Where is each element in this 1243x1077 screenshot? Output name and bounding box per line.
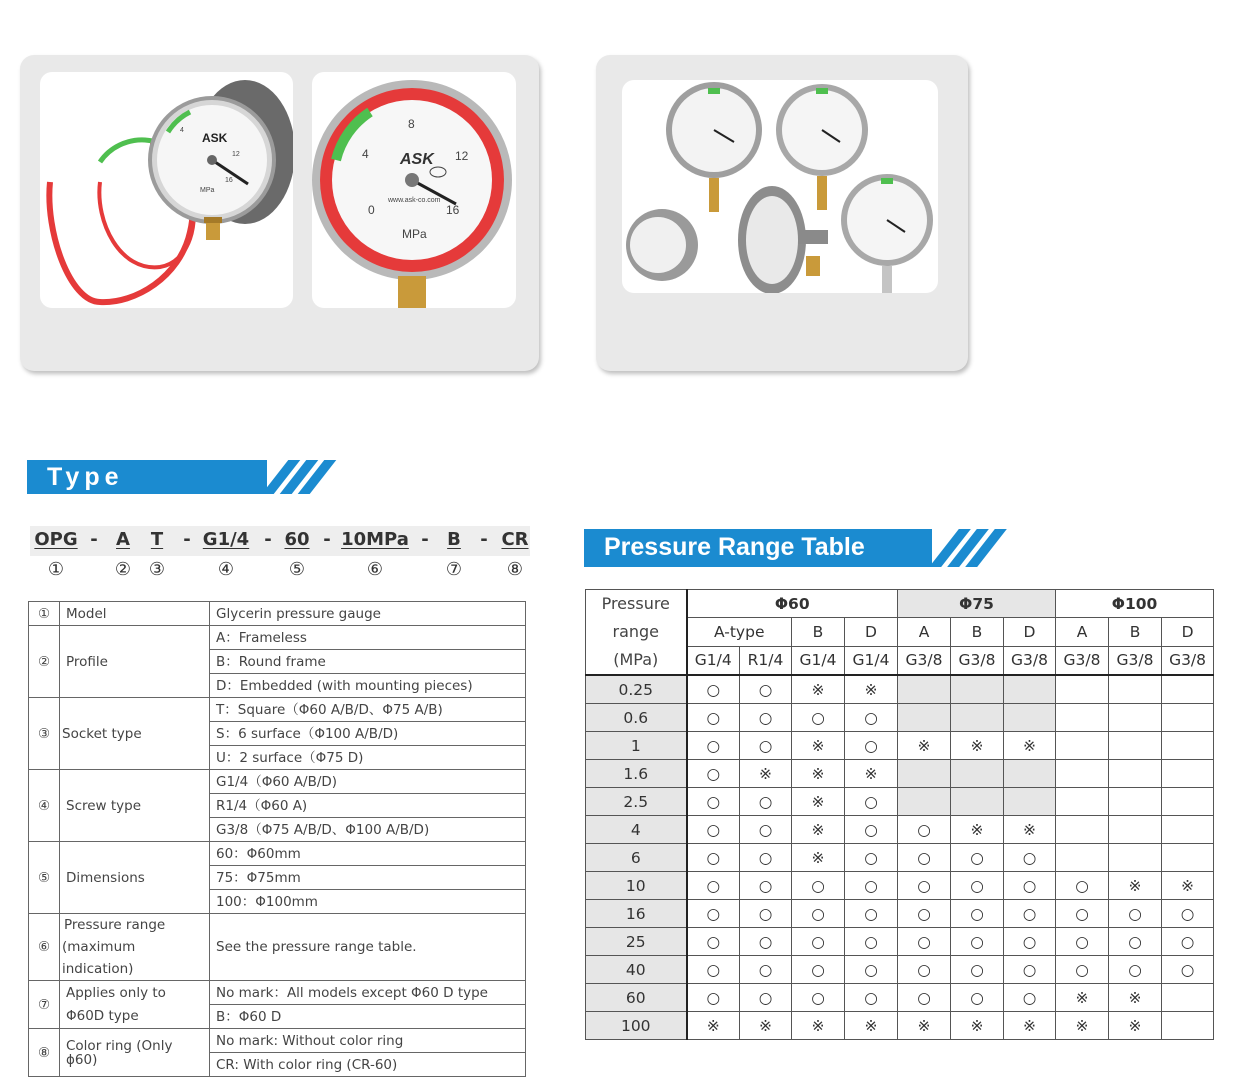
pressure-range-title: Pressure Range Table [604, 533, 865, 561]
code-part-screw: G1/4 [202, 529, 250, 550]
table-row [586, 760, 1214, 788]
availability-cell: ○ [898, 984, 951, 1012]
range-header-line1: Pressure [601, 594, 670, 613]
dial-tick-0: 0 [368, 203, 375, 217]
availability-cell: ○ [845, 816, 898, 844]
range-cell: 1 [586, 732, 687, 760]
availability-cell: ※ [792, 732, 845, 760]
table-row [586, 1012, 1214, 1040]
availability-cell: ○ [845, 928, 898, 956]
availability-cell [1056, 675, 1109, 704]
range-cell: 4 [586, 816, 687, 844]
availability-cell: ※ [845, 1012, 898, 1040]
availability-cell: ※ [792, 675, 845, 704]
row-label: Profile [60, 626, 210, 698]
range-cell: 1.6 [586, 760, 687, 788]
row-value: G1/4（Φ60 A/B/D) [210, 770, 526, 794]
row-label: Screw type [60, 770, 210, 842]
availability-cell: ○ [951, 984, 1004, 1012]
table-row [586, 675, 1214, 704]
availability-cell: ○ [740, 956, 792, 984]
sub-header: A [1056, 618, 1109, 646]
table-row [29, 914, 526, 981]
availability-cell: ○ [951, 956, 1004, 984]
availability-cell: ○ [740, 928, 792, 956]
dial-tick-12: 12 [455, 149, 469, 163]
availability-cell: ※ [1056, 1012, 1109, 1040]
availability-cell: ※ [951, 1012, 1004, 1040]
availability-cell: ○ [845, 704, 898, 732]
table-row [586, 788, 1214, 816]
code-separator: - [421, 529, 429, 550]
thread-header: G3/8 [1109, 646, 1162, 675]
availability-cell: ○ [740, 732, 792, 760]
table-row [586, 732, 1214, 760]
row-value: D：Embedded (with mounting pieces) [210, 674, 526, 698]
availability-cell: ○ [740, 704, 792, 732]
color-ring-gauge-photo [40, 72, 293, 308]
model-code-row [30, 526, 530, 556]
type-section-banner [27, 460, 327, 494]
availability-cell: ○ [1004, 928, 1056, 956]
row-value: S：6 surface（Φ100 A/B/D) [210, 722, 526, 746]
availability-cell: ○ [740, 900, 792, 928]
availability-cell [1109, 816, 1162, 844]
table-row [586, 900, 1214, 928]
row-value: No mark：All models except Φ60 D type [210, 981, 526, 1005]
availability-cell: ○ [1056, 956, 1109, 984]
availability-cell [951, 788, 1004, 816]
availability-cell [1109, 788, 1162, 816]
thread-header: G1/4 [687, 646, 740, 675]
availability-cell: ○ [845, 956, 898, 984]
table-row [586, 844, 1214, 872]
row-value: 75：Φ75mm [210, 866, 526, 890]
table-row [29, 698, 526, 722]
sub-header: A [898, 618, 951, 646]
thread-header: R1/4 [740, 646, 792, 675]
row-label: Color ring (Only ϕ60) [60, 1029, 210, 1077]
availability-cell [1162, 760, 1214, 788]
availability-cell: ※ [687, 1012, 740, 1040]
thread-header: G3/8 [951, 646, 1004, 675]
availability-cell [1162, 844, 1214, 872]
availability-cell [1109, 704, 1162, 732]
row-number: ② [29, 626, 60, 698]
availability-cell: ○ [792, 872, 845, 900]
availability-cell: ※ [1056, 984, 1109, 1012]
availability-cell: ○ [792, 928, 845, 956]
availability-cell: ○ [845, 900, 898, 928]
row-number: ⑧ [29, 1029, 60, 1077]
availability-cell: ○ [687, 872, 740, 900]
row-label [60, 914, 210, 981]
row-label: Dimensions [60, 842, 210, 914]
availability-cell [1056, 760, 1109, 788]
availability-cell: ○ [687, 984, 740, 1012]
range-cell: 0.25 [586, 675, 687, 704]
group-header-100: Φ100 [1056, 590, 1214, 618]
availability-cell: ○ [898, 956, 951, 984]
range-cell: 6 [586, 844, 687, 872]
row-value: B：Round frame [210, 650, 526, 674]
sub-header: D [845, 618, 898, 646]
availability-cell [1056, 732, 1109, 760]
code-number-5: ⑤ [288, 559, 306, 580]
code-separator: - [90, 529, 98, 550]
range-cell: 40 [586, 956, 687, 984]
code-part-d-type: B [447, 529, 461, 550]
row-label-line2: (maximum indication) [62, 939, 136, 977]
availability-cell [1162, 1012, 1214, 1040]
row-number: ⑤ [29, 842, 60, 914]
availability-cell [1109, 732, 1162, 760]
availability-cell: ○ [845, 844, 898, 872]
row-value: No mark: Without color ring [210, 1029, 526, 1053]
availability-cell: ○ [1004, 956, 1056, 984]
sub-header: B [1109, 618, 1162, 646]
availability-cell: ○ [687, 900, 740, 928]
code-number-2: ② [114, 559, 132, 580]
availability-cell [951, 675, 1004, 704]
availability-cell: ○ [687, 788, 740, 816]
range-header-line3: (MPa) [613, 650, 659, 669]
availability-cell [1004, 788, 1056, 816]
availability-cell: ※ [1109, 1012, 1162, 1040]
availability-cell: ※ [845, 760, 898, 788]
availability-cell: ○ [1162, 956, 1214, 984]
thread-header: G3/8 [1004, 646, 1056, 675]
table-row [586, 872, 1214, 900]
row-number: ③ [29, 698, 60, 770]
availability-cell [951, 704, 1004, 732]
table-row [586, 956, 1214, 984]
availability-cell: ○ [1004, 984, 1056, 1012]
group-header-60: Φ60 [687, 590, 898, 618]
code-part-socket: T [150, 529, 164, 550]
code-number-1: ① [47, 559, 65, 580]
sub-header: D [1162, 618, 1214, 646]
availability-cell: ○ [845, 984, 898, 1012]
dial-brand-logo: ASK [400, 151, 434, 168]
availability-cell: ○ [845, 788, 898, 816]
availability-cell: ○ [687, 956, 740, 984]
availability-cell: ○ [951, 928, 1004, 956]
availability-cell [1162, 984, 1214, 1012]
availability-cell: ○ [687, 704, 740, 732]
availability-cell: ○ [898, 872, 951, 900]
availability-cell [951, 760, 1004, 788]
availability-cell: ○ [898, 928, 951, 956]
row-value: 100：Φ100mm [210, 890, 526, 914]
code-separator: - [323, 529, 331, 550]
availability-cell: ○ [1056, 928, 1109, 956]
row-value: T：Square（Φ60 A/B/D、Φ75 A/B) [210, 698, 526, 722]
availability-cell: ○ [792, 704, 845, 732]
row-label: Socket type [60, 698, 210, 770]
type-section-title: Type [47, 463, 124, 491]
row-label-line1: Pressure range [64, 917, 166, 933]
code-part-dimension: 60 [284, 529, 310, 550]
availability-cell: ※ [792, 1012, 845, 1040]
availability-cell: ※ [898, 1012, 951, 1040]
row-label-line1: Applies only to [66, 984, 166, 1001]
availability-cell: ○ [845, 872, 898, 900]
gauge-lineup-photo [622, 80, 938, 293]
thread-header: G3/8 [1056, 646, 1109, 675]
range-cell: 16 [586, 900, 687, 928]
availability-cell: ○ [792, 956, 845, 984]
table-row [29, 842, 526, 866]
code-number-3: ③ [148, 559, 166, 580]
svg-text:12: 12 [232, 151, 240, 158]
row-value: A：Frameless [210, 626, 526, 650]
row-number: ⑦ [29, 981, 60, 1029]
availability-cell: ○ [687, 675, 740, 704]
pressure-range-banner [584, 529, 1014, 567]
availability-cell: ※ [740, 1012, 792, 1040]
availability-cell: ○ [951, 844, 1004, 872]
table-row [586, 704, 1214, 732]
availability-cell: ※ [1109, 984, 1162, 1012]
availability-cell: ○ [1109, 900, 1162, 928]
availability-cell: ○ [951, 900, 1004, 928]
availability-cell: ○ [898, 844, 951, 872]
availability-cell [1004, 675, 1056, 704]
availability-cell: ※ [792, 844, 845, 872]
sub-header: A-type [687, 618, 792, 646]
availability-cell: ○ [1056, 900, 1109, 928]
availability-cell: ○ [1109, 956, 1162, 984]
range-header-line2: range [612, 622, 660, 641]
availability-cell: ○ [740, 872, 792, 900]
dial-website: www.ask-co.com [388, 197, 441, 204]
thread-header: G1/4 [845, 646, 898, 675]
availability-cell: ○ [1162, 900, 1214, 928]
row-number: ⑥ [29, 914, 60, 981]
availability-cell [1109, 844, 1162, 872]
code-part-profile: A [116, 529, 130, 550]
code-number-4: ④ [217, 559, 235, 580]
range-cell: 2.5 [586, 788, 687, 816]
availability-cell: ○ [1109, 928, 1162, 956]
row-value: G3/8（Φ75 A/B/D、Φ100 A/B/D) [210, 818, 526, 842]
availability-cell: ※ [951, 732, 1004, 760]
table-row [586, 984, 1214, 1012]
availability-cell: ※ [898, 732, 951, 760]
code-separator: - [480, 529, 488, 550]
range-header [586, 590, 687, 676]
availability-cell [898, 675, 951, 704]
availability-cell [1056, 704, 1109, 732]
table-row [29, 770, 526, 794]
dial-tick-8: 8 [408, 117, 415, 131]
availability-cell: ※ [951, 816, 1004, 844]
availability-cell: ※ [1109, 872, 1162, 900]
row-value: Glycerin pressure gauge [210, 602, 526, 626]
svg-text:ASK: ASK [202, 131, 228, 145]
availability-cell [898, 788, 951, 816]
code-part-model: OPG [34, 529, 78, 550]
availability-cell: ○ [792, 984, 845, 1012]
availability-cell: ○ [1004, 900, 1056, 928]
availability-cell: ※ [1162, 872, 1214, 900]
type-spec-table [28, 601, 526, 1077]
availability-cell [898, 760, 951, 788]
availability-cell: ※ [1004, 1012, 1056, 1040]
group-header-75: Φ75 [898, 590, 1056, 618]
dial-tick-16: 16 [446, 203, 460, 217]
availability-cell [1056, 788, 1109, 816]
table-row [586, 816, 1214, 844]
availability-cell: ※ [792, 788, 845, 816]
svg-text:MPa: MPa [200, 187, 215, 194]
gauge-closeup-photo [312, 72, 516, 308]
availability-cell: ○ [740, 788, 792, 816]
availability-cell: ○ [1004, 872, 1056, 900]
svg-text:16: 16 [225, 177, 233, 184]
availability-cell: ○ [687, 928, 740, 956]
row-value: U：2 surface（Φ75 D) [210, 746, 526, 770]
row-label-line2: Φ60D type [66, 1007, 139, 1024]
availability-cell [1109, 760, 1162, 788]
availability-cell: ○ [740, 844, 792, 872]
availability-cell: ○ [687, 816, 740, 844]
availability-cell: ○ [687, 760, 740, 788]
code-part-color-ring: CR [501, 529, 529, 550]
row-value: See the pressure range table. [210, 914, 526, 981]
availability-cell [1162, 732, 1214, 760]
code-number-6: ⑥ [366, 559, 384, 580]
availability-cell: ○ [845, 732, 898, 760]
availability-cell [1004, 704, 1056, 732]
availability-cell: ○ [792, 900, 845, 928]
row-value: R1/4（Φ60 A) [210, 794, 526, 818]
availability-cell: ○ [740, 675, 792, 704]
thread-header: G1/4 [792, 646, 845, 675]
code-number-7: ⑦ [445, 559, 463, 580]
availability-cell: ○ [1056, 872, 1109, 900]
availability-cell: ○ [1162, 928, 1214, 956]
range-cell: 25 [586, 928, 687, 956]
availability-cell [1162, 816, 1214, 844]
svg-text:4: 4 [180, 127, 184, 134]
availability-cell: ○ [898, 816, 951, 844]
table-row [29, 1029, 526, 1053]
availability-cell [1056, 844, 1109, 872]
row-number: ④ [29, 770, 60, 842]
availability-cell: ※ [845, 675, 898, 704]
table-header-row [586, 590, 1214, 618]
range-cell: 10 [586, 872, 687, 900]
sub-header: B [792, 618, 845, 646]
availability-cell [1162, 675, 1214, 704]
table-row [29, 602, 526, 626]
availability-cell [1162, 704, 1214, 732]
row-label: Model [60, 602, 210, 626]
sub-header: B [951, 618, 1004, 646]
row-label [60, 981, 210, 1029]
availability-cell: ※ [740, 760, 792, 788]
availability-cell: ○ [898, 900, 951, 928]
availability-cell: ※ [1004, 732, 1056, 760]
pressure-range-table [585, 589, 1214, 1040]
range-cell: 60 [586, 984, 687, 1012]
thread-header: G3/8 [1162, 646, 1214, 675]
availability-cell: ※ [792, 760, 845, 788]
availability-cell [898, 704, 951, 732]
availability-cell: ○ [687, 844, 740, 872]
row-number: ① [29, 602, 60, 626]
code-number-8: ⑧ [506, 559, 524, 580]
sub-header: D [1004, 618, 1056, 646]
availability-cell [1004, 760, 1056, 788]
availability-cell [1162, 788, 1214, 816]
dial-unit: MPa [402, 227, 427, 241]
code-separator: - [183, 529, 191, 550]
row-value: B：Φ60 D [210, 1005, 526, 1029]
availability-cell: ※ [792, 816, 845, 844]
row-value: CR: With color ring (CR-60) [210, 1053, 526, 1077]
table-row [29, 981, 526, 1005]
table-row [586, 928, 1214, 956]
table-row [29, 626, 526, 650]
availability-cell: ○ [740, 984, 792, 1012]
availability-cell [1056, 816, 1109, 844]
range-cell: 100 [586, 1012, 687, 1040]
code-separator: - [264, 529, 272, 550]
range-cell: 0.6 [586, 704, 687, 732]
availability-cell [1109, 675, 1162, 704]
code-part-range: 10MPa [341, 529, 409, 550]
availability-cell: ○ [740, 816, 792, 844]
availability-cell: ○ [687, 732, 740, 760]
availability-cell: ○ [951, 872, 1004, 900]
availability-cell: ○ [1004, 844, 1056, 872]
dial-tick-4: 4 [362, 147, 369, 161]
row-value: 60：Φ60mm [210, 842, 526, 866]
thread-header: G3/8 [898, 646, 951, 675]
availability-cell: ※ [1004, 816, 1056, 844]
